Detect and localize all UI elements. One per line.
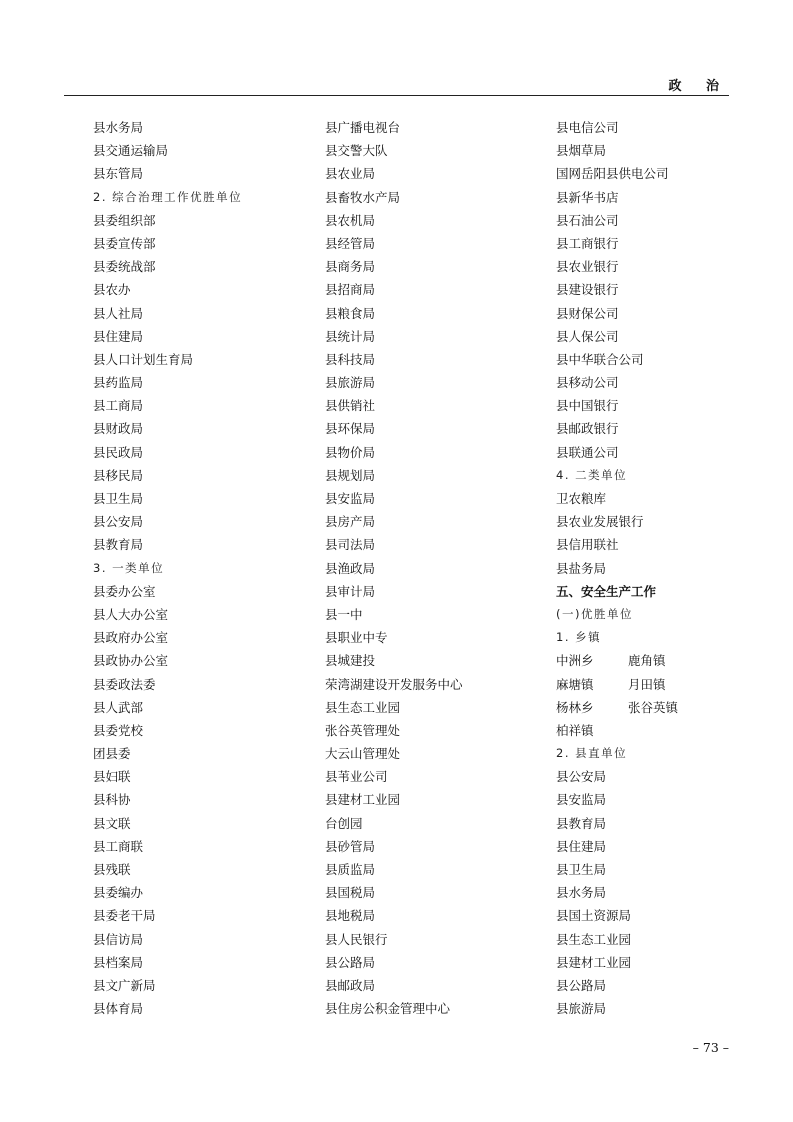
list-item: 县政协办公室 (93, 653, 169, 669)
list-item: 县人民银行 (325, 931, 388, 947)
list-item: 县农办 (93, 282, 131, 298)
list-item: 县物价局 (325, 444, 376, 460)
list-item: 月田镇 (628, 676, 666, 692)
list-item: 县农业局 (325, 166, 376, 182)
list-item: 县财保公司 (556, 305, 619, 321)
subsection-label: 1. 乡镇 (556, 630, 602, 645)
list-item: 县残联 (93, 862, 131, 877)
list-item: 县邮政银行 (556, 421, 619, 437)
subsection-label: 2. 综合治理工作优胜单位 (93, 189, 243, 204)
list-item: 县东管局 (93, 166, 144, 182)
list-item: 县供销社 (325, 398, 376, 414)
list-item: 大云山管理处 (325, 746, 401, 762)
list-item: 县一中 (325, 606, 363, 622)
list-item: 县广播电视台 (325, 120, 401, 135)
list-item: 县信访局 (93, 931, 144, 947)
list-item: 县联通公司 (556, 444, 619, 460)
list-item: 县民政局 (93, 444, 144, 460)
list-item: 县安监局 (556, 792, 607, 808)
list-item: 县中国银行 (556, 398, 619, 414)
list-item: 县建材工业园 (556, 954, 632, 970)
column-middle (325, 116, 555, 1020)
list-item: 县公路局 (556, 977, 607, 993)
list-item: 县房产局 (325, 514, 376, 530)
list-item: 县水务局 (556, 885, 607, 901)
list-item: 县文联 (93, 815, 131, 831)
list-item: 县移动公司 (556, 375, 619, 391)
list-item: 县砂管局 (325, 838, 376, 854)
list-item: 县住房公积金管理中心 (325, 1001, 451, 1017)
list-item: 县工商联 (93, 838, 144, 854)
list-item: 县公安局 (93, 514, 144, 530)
list-item: 县人口计划生育局 (93, 351, 194, 367)
subsection-label: (一)优胜单位 (556, 606, 633, 621)
list-item: 县司法局 (325, 537, 376, 553)
list-item: 国网岳阳县供电公司 (556, 166, 669, 182)
list-item: 县公路局 (325, 954, 376, 970)
list-item: 县渔政局 (325, 560, 376, 576)
list-item: 杨林乡 (556, 699, 594, 715)
list-item: 县科技局 (325, 351, 376, 367)
list-item: 县盐务局 (556, 560, 607, 576)
list-item: 县旅游局 (556, 1001, 607, 1017)
list-item: 县畜牧水产局 (325, 189, 401, 205)
list-item: 县烟草局 (556, 143, 607, 159)
list-item: 县住建局 (93, 328, 144, 344)
list-item: 县移民局 (93, 467, 144, 483)
list-item-pair (556, 673, 786, 696)
list-item: 县文广新局 (93, 977, 156, 993)
list-item: 县农业发展银行 (556, 514, 644, 530)
list-item-pair (556, 649, 786, 672)
list-item: 县体育局 (93, 1001, 144, 1017)
list-item: 县统计局 (325, 328, 376, 344)
list-item: 县粮食局 (325, 305, 376, 321)
list-item: 县水务局 (93, 120, 144, 135)
list-item: 麻塘镇 (556, 676, 594, 692)
list-item: 县电信公司 (556, 120, 619, 135)
page-number: – 73 – (692, 1040, 729, 1055)
list-item: 县委老干局 (93, 908, 156, 924)
list-item: 县财政局 (93, 421, 144, 437)
running-header-title: 政 治 (668, 79, 729, 94)
list-item: 县药监局 (93, 375, 144, 391)
list-item: 县委编办 (93, 885, 144, 901)
list-item: 县档案局 (93, 954, 144, 970)
list-item: 县委办公室 (93, 583, 156, 599)
list-item: 鹿角镇 (628, 653, 666, 669)
list-item: 县工商局 (93, 398, 144, 414)
list-item: 县生态工业园 (325, 699, 401, 715)
list-item: 县工商银行 (556, 235, 619, 251)
subsection-label: 2. 县直单位 (556, 746, 628, 761)
list-item: 县农机局 (325, 212, 376, 228)
list-item: 县城建投 (325, 653, 376, 669)
list-item-pair (556, 696, 786, 719)
list-item: 县质监局 (325, 862, 376, 877)
list-item: 县商务局 (325, 259, 376, 275)
list-item: 县安监局 (325, 491, 376, 506)
list-item: 县中华联合公司 (556, 351, 644, 367)
column-left (93, 116, 323, 1020)
list-item: 县住建局 (556, 838, 607, 854)
list-item: 县职业中专 (325, 630, 388, 646)
list-item: 县地税局 (325, 908, 376, 924)
list-item: 中洲乡 (556, 653, 594, 669)
list-item: 县招商局 (325, 282, 376, 298)
list-item: 县人保公司 (556, 328, 619, 344)
list-item: 县教育局 (556, 815, 607, 831)
list-item: 县环保局 (325, 421, 376, 437)
list-item: 县交警大队 (325, 143, 388, 159)
list-item: 县委政法委 (93, 676, 156, 692)
list-item: 县人大办公室 (93, 606, 169, 622)
list-item: 县建设银行 (556, 282, 619, 298)
section-heading: 五、安全生产工作 (556, 583, 657, 599)
list-item: 县妇联 (93, 769, 131, 785)
list-item: 县生态工业园 (556, 931, 632, 947)
column-right (556, 116, 786, 1020)
list-item: 县公安局 (556, 769, 607, 785)
list-item: 县国税局 (325, 885, 376, 901)
subsection-label: 4. 二类单位 (556, 467, 628, 482)
list-item: 县信用联社 (556, 537, 619, 553)
list-item: 县经管局 (325, 235, 376, 251)
list-item: 县新华书店 (556, 189, 619, 205)
list-item: 县苇业公司 (325, 769, 388, 785)
list-item: 县农业银行 (556, 259, 619, 275)
list-item: 团县委 (93, 746, 131, 762)
list-item: 县教育局 (93, 537, 144, 553)
list-item: 县规划局 (325, 467, 376, 483)
list-item: 县政府办公室 (93, 630, 169, 646)
list-item: 县人社局 (93, 305, 144, 321)
list-item: 县邮政局 (325, 977, 376, 993)
list-item: 县委统战部 (93, 259, 156, 275)
list-item: 台创园 (325, 815, 363, 831)
list-item: 县委组织部 (93, 212, 156, 228)
list-item: 张谷英镇 (628, 699, 679, 715)
list-item: 县旅游局 (325, 375, 376, 391)
list-item: 卫农粮库 (556, 491, 607, 506)
list-item: 县委党校 (93, 722, 144, 738)
list-item: 荣湾湖建设开发服务中心 (325, 676, 463, 692)
list-item: 县建材工业园 (325, 792, 401, 808)
list-item: 县审计局 (325, 583, 376, 599)
subsection-label: 3. 一类单位 (93, 560, 165, 575)
list-item: 柏祥镇 (556, 722, 594, 738)
list-item: 张谷英管理处 (325, 722, 401, 738)
list-item: 县委宣传部 (93, 235, 156, 251)
list-item: 县科协 (93, 792, 131, 808)
list-item: 县卫生局 (93, 491, 144, 506)
list-item: 县交通运输局 (93, 143, 169, 159)
list-item: 县人武部 (93, 699, 144, 715)
list-item: 县卫生局 (556, 862, 607, 877)
list-item: 县国土资源局 (556, 908, 632, 924)
header-rule (64, 95, 729, 96)
list-item: 县石油公司 (556, 212, 619, 228)
